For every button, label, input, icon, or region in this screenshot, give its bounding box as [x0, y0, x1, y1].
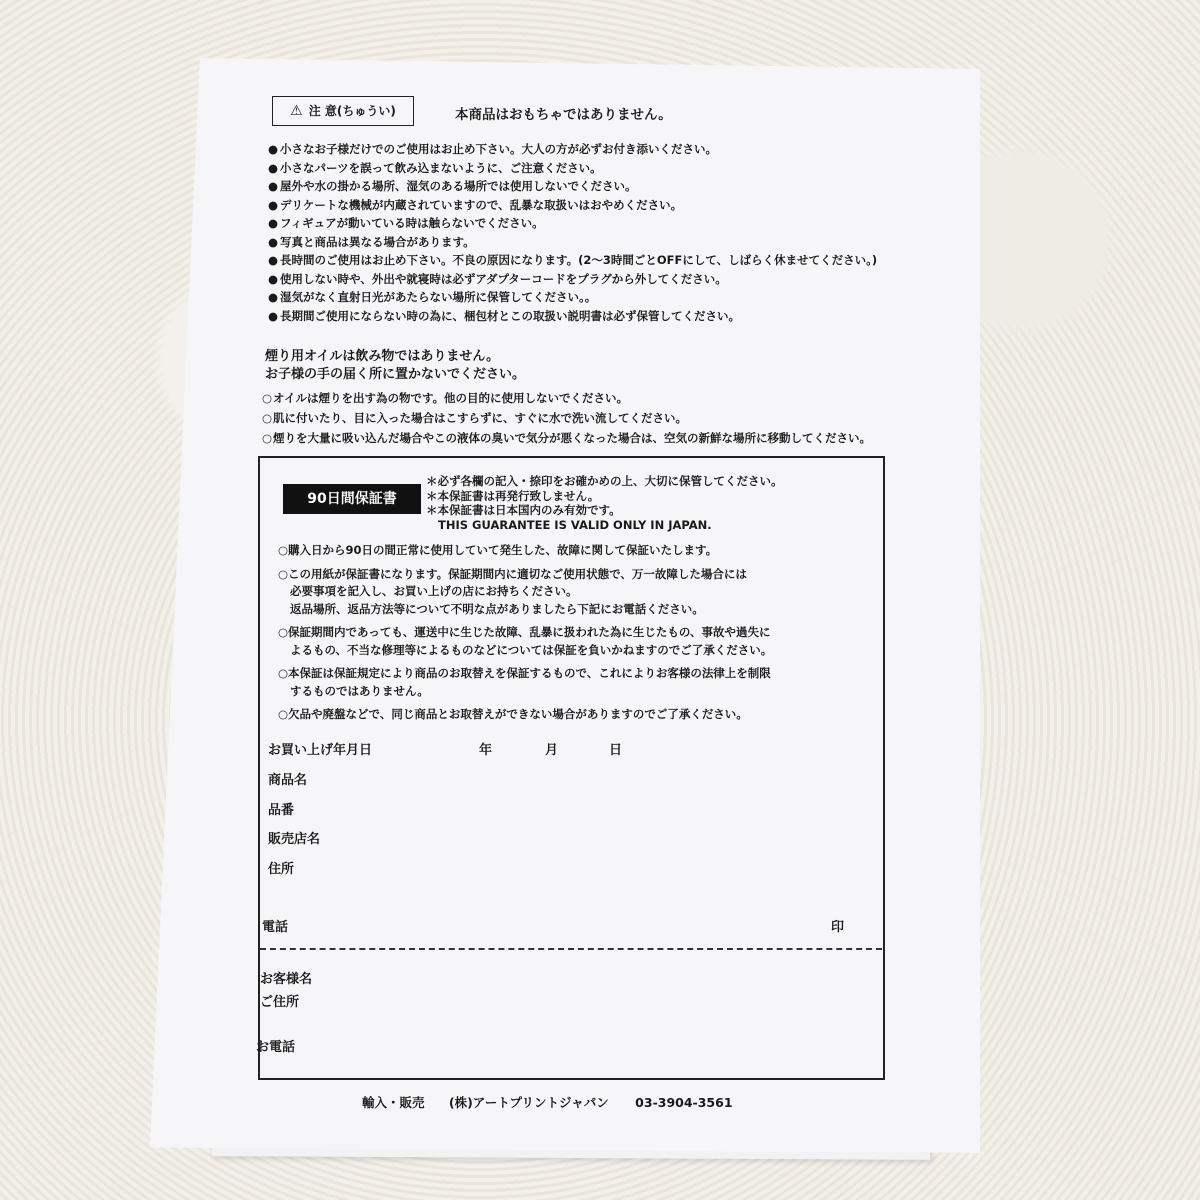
- oil-item: ○ 肌に付いたり、目に入った場合はこすらずに、すぐに水で洗い流してください。: [262, 408, 871, 428]
- warranty-note: ＊本保証書は日本国内のみ有効です。: [426, 503, 621, 517]
- customer-phone-label: お電話: [256, 1040, 296, 1055]
- term-line: よるもの、不当な修理等によるものなどについては保証を負いかねますのでご了承ください。: [290, 642, 773, 657]
- month-label: 月: [545, 743, 559, 758]
- warranty-note: THIS GUARANTEE IS VALID ONLY IN JAPAN.: [438, 517, 712, 532]
- term-line: 必要事項を記入し、お買い上げの店にお持ちください。: [290, 584, 578, 598]
- phone-label: 電話: [262, 920, 289, 935]
- caution-list: [268, 140, 877, 325]
- importer-label: 輸入・販売: [362, 1095, 425, 1110]
- warning-icon: ⚠: [290, 103, 303, 119]
- warranty-notes: [426, 474, 783, 532]
- caution-item: ● 小さなパーツを誤って飲み込まないように、ご注意ください。: [268, 159, 877, 178]
- warranty-note: ＊本保証書は再発行致しません。: [426, 488, 600, 503]
- term-line: 返品場所、返品方法等について不明な点がありましたら下記にお電話ください。: [290, 601, 704, 616]
- warranty-term: [278, 624, 772, 659]
- company-phone: 03-3904-3561: [635, 1095, 733, 1110]
- warranty-term: [278, 665, 772, 700]
- warranty-note: ＊必ず各欄の記入・捺印をお確かめの上、大切に保管してください。: [426, 474, 783, 488]
- caution-item: ● デリケートな機械が内蔵されていますので、乱暴な取扱いはおやめください。: [268, 196, 877, 215]
- day-label: 日: [609, 743, 623, 758]
- term-line: ○ 欠品や廃盤などで、同じ商品とお取替えができない場合がありますのでご了承ください。: [278, 706, 772, 724]
- warranty-term: [278, 566, 772, 619]
- warranty-terms: [278, 542, 772, 730]
- term-line: するものではありません。: [290, 683, 429, 698]
- not-a-toy-headline: 本商品はおもちゃではありません。: [455, 107, 672, 123]
- cut-line: [260, 948, 882, 950]
- year-label: 年: [479, 743, 493, 758]
- product-name-label: 商品名: [268, 773, 308, 788]
- term-line: ○ 保証期間内であっても、運送中に生じた故障、乱暴に扱われた為に生じたもの、事故や過失に: [278, 624, 772, 642]
- product-number-label: 品番: [268, 803, 295, 818]
- oil-warning-list: [262, 388, 871, 448]
- warranty-term: [278, 706, 772, 724]
- oil-item: ○ オイルは煙りを出す為の物です。他の目的に使用しないでください。: [262, 388, 871, 408]
- oil-heading-line: 煙り用オイルは飲み物ではありません。: [265, 349, 500, 364]
- customer-name-label: お客様名: [260, 972, 313, 987]
- term-line: ○ 本保証は保証規定により商品のお取替えを保証するもので、これによりお客様の法律上を制限: [278, 665, 772, 683]
- term-line: ○ 購入日から90日の間正常に使用していて発生した、故障に関して保証いたします。: [278, 542, 772, 560]
- oil-item: ○ 煙りを大量に吸い込んだ場合やこの液体の臭いで気分が悪くなった場合は、空気の新鮮な場所に移動してください。: [262, 428, 871, 448]
- caution-label-box: [272, 96, 414, 126]
- caution-item: ● 使用しない時や、外出や就寝時は必ずアダプターコードをプラグから外してください。: [268, 270, 877, 289]
- term-line: ○ この用紙が保証書になります。保証期間内に適切なご使用状態で、万一故障した場合には: [278, 566, 772, 584]
- caution-item: ● 長時間のご使用はお止め下さい。不良の原因になります。(2～3時間ごとOFFにして、しばらく休ませてください。): [268, 251, 877, 270]
- warranty-badge: 90日間保証書: [283, 484, 421, 514]
- customer-address-label: ご住所: [260, 995, 300, 1010]
- oil-heading-line: お子様の手の届く所に置かないでください。: [265, 367, 526, 382]
- footer: [362, 1093, 733, 1111]
- caution-item: ● 屋外や水の掛かる場所、湿気のある場所では使用しないでください。: [268, 177, 877, 196]
- oil-warning-heading: [265, 348, 525, 384]
- store-name-label: 販売店名: [268, 832, 321, 847]
- seal-label: 印: [831, 920, 845, 935]
- caution-item: ● 写真と商品は異なる場合があります。: [268, 233, 877, 252]
- caution-item: ● 長期間ご使用にならない時の為に、梱包材とこの取扱い説明書は必ず保管してください。: [268, 307, 877, 326]
- caution-item: ● 湿気がなく直射日光があたらない場所に保管してください。。: [268, 288, 877, 307]
- caution-item: ● 小さなお子様だけでのご使用はお止め下さい。大人の方が必ずお付き添いください。: [268, 140, 877, 159]
- warranty-term: [278, 542, 772, 560]
- caution-label: 注 意(ちゅうい): [308, 104, 396, 118]
- purchase-date-label: お買い上げ年月日: [268, 743, 373, 758]
- caution-item: ● フィギュアが動いている時は触らないでください。: [268, 214, 877, 233]
- address-label: 住所: [268, 862, 295, 877]
- company-name: (株)アートプリントジャパン: [448, 1095, 609, 1110]
